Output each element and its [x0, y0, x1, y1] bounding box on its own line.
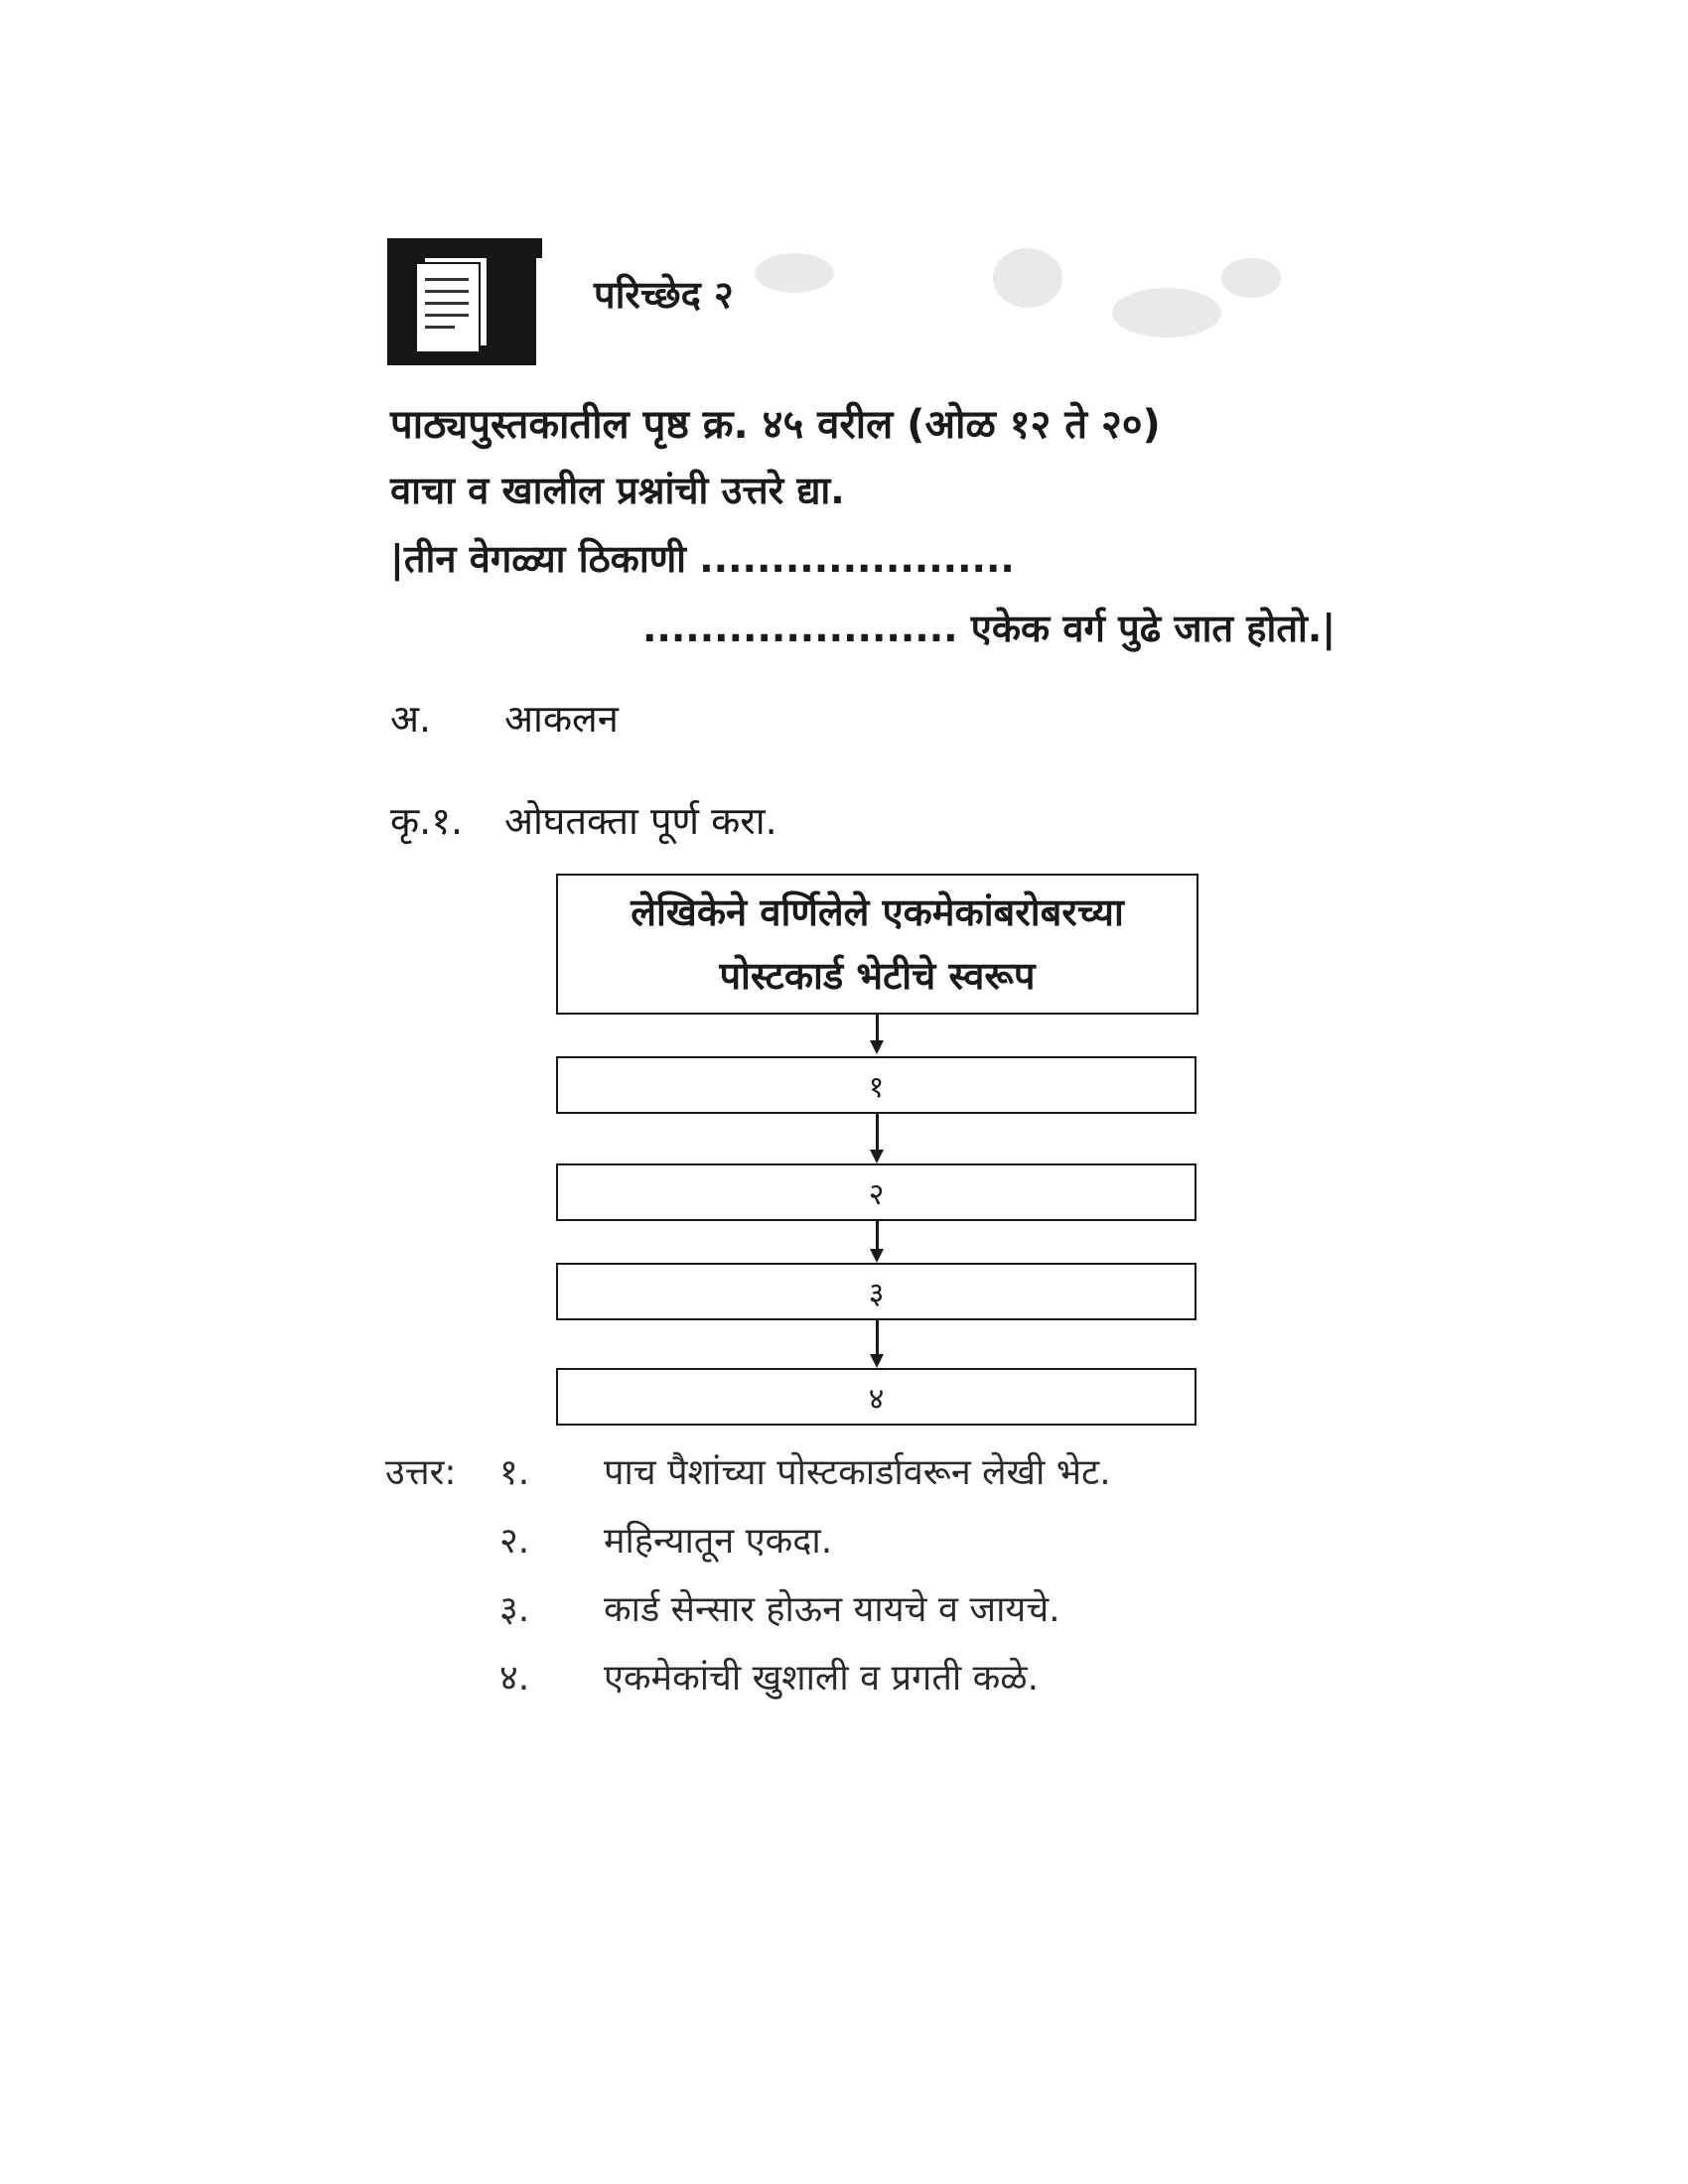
flowchart-heading-line-1: लेखिकेने वर्णिलेले एकमेकांबरोबरच्या	[631, 890, 1124, 934]
flow-arrowhead	[870, 1040, 884, 1054]
answer-number: २.	[499, 1521, 530, 1562]
flow-arrow	[876, 1015, 879, 1042]
excerpt-end: ...................... एकेक वर्ग पुढे जात होतो.|	[642, 607, 1336, 650]
flowchart-box-4	[556, 1368, 1196, 1426]
section-title: आकलन	[504, 697, 619, 741]
instruction-line-2: वाचा व खालील प्रश्नांची उत्तरे द्या.	[390, 469, 845, 512]
flowchart-box-3-label: ३	[868, 1276, 885, 1311]
flow-arrowhead	[870, 1150, 884, 1163]
flowchart-heading-box	[556, 874, 1198, 1015]
flowchart-box-2-label: २	[868, 1176, 885, 1212]
answer-number: ४.	[499, 1658, 530, 1699]
flow-arrow	[876, 1114, 879, 1154]
scan-smudge	[755, 253, 834, 293]
flowchart-heading-line-2: पोस्टकार्ड भेटीचे स्वरूप	[719, 954, 1036, 998]
answer-text: पाच पैशांच्या पोस्टकार्डावरून लेखी भेट.	[604, 1452, 1111, 1493]
answer-number: ३.	[499, 1589, 530, 1630]
flowchart-box-4-label: ४	[868, 1381, 885, 1417]
flow-arrowhead	[870, 1249, 884, 1263]
answer-text: एकमेकांची खुशाली व प्रगती कळे.	[604, 1658, 1040, 1699]
question-number: कृ.१.	[390, 799, 464, 843]
document-icon	[387, 238, 536, 365]
answer-text: महिन्यातून एकदा.	[604, 1521, 833, 1562]
excerpt-start: |तीन वेगळ्या ठिकाणी ......................	[390, 537, 1015, 581]
flow-arrow	[876, 1320, 879, 1358]
answer-label: उत्तर:	[385, 1452, 457, 1493]
scan-smudge	[1221, 258, 1281, 298]
flowchart-box-3	[556, 1263, 1196, 1320]
instruction-line-1: पाठ्यपुस्तकातील पृष्ठ क्र. ४५ वरील (ओळ १२ ते २०)	[390, 402, 1161, 448]
question-text: ओघतक्ता पूर्ण करा.	[504, 799, 777, 843]
flow-arrowhead	[870, 1354, 884, 1368]
scan-smudge	[1112, 288, 1221, 338]
scan-smudge	[993, 248, 1062, 308]
chapter-label: परिच्छेद २	[594, 273, 734, 317]
section-marker: अ.	[390, 697, 432, 741]
answer-number: १.	[499, 1452, 530, 1493]
answer-text: कार्ड सेन्सार होऊन यायचे व जायचे.	[604, 1589, 1060, 1630]
flowchart-box-2	[556, 1163, 1196, 1221]
flowchart-box-1-label: १	[868, 1069, 885, 1105]
flowchart-box-1	[556, 1056, 1196, 1114]
